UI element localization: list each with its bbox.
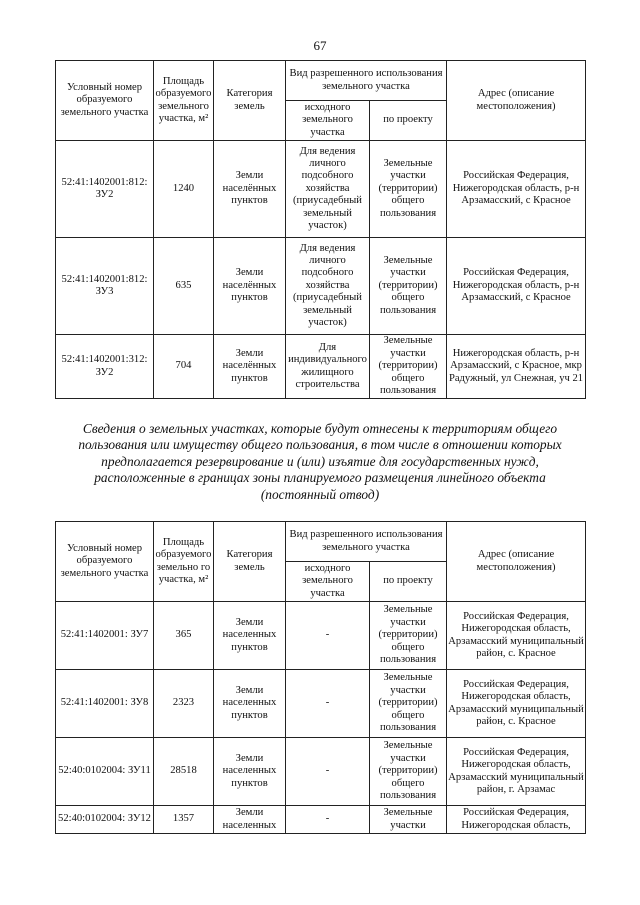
header-original-use: исходного земельного участка [286, 562, 370, 602]
cell-original-use: - [286, 738, 370, 806]
header-address: Адрес (описание местоположения) [447, 61, 586, 141]
cell-project-use: Земельные участки (территории) общего пользования [370, 738, 447, 806]
table-header-row [56, 61, 586, 101]
cell-address: Российская Федерация, Нижегородская область, р-н Арзамасский, с Красное [447, 141, 586, 238]
cell-original-use: - [286, 670, 370, 738]
cell-category: Земли населенных пунктов [214, 602, 286, 670]
header-project-use: по проекту [370, 562, 447, 602]
table-row [56, 670, 586, 738]
cell-original-use: - [286, 602, 370, 670]
header-cadastral: Условный номер образуемого земельного участка [56, 522, 154, 602]
land-plots-table-2 [55, 521, 586, 834]
cell-project-use: Земельные участки (территории) общего пользования [370, 141, 447, 238]
header-cadastral: Условный номер образуемого земельного участка [56, 61, 154, 141]
cell-address: Нижегородская область, р-н Арзамасский, с Красное, мкр Радужный, ул Снежная, уч 21 [447, 335, 586, 399]
section-caption: Сведения о земельных участках, которые будут отнесены к территориям общего пользования или имуществу общего пользования, в том числе в отношении которых предполагается резервирование и (или) изъятие для государственных нужд, расположенные в границах зоны планируемого размещения линейного объекта (постоянный отвод) [78, 421, 562, 502]
cell-original-use: Для ведения личного подсобного хозяйства (приусадебный земельный участок) [286, 238, 370, 335]
cell-area: 635 [154, 238, 214, 335]
table-row [56, 806, 586, 834]
header-category: Категория земель [214, 522, 286, 602]
header-permitted-use: Вид разрешенного использования земельного участка [286, 61, 447, 101]
cell-original-use: Для индивидуального жилищного строительства [286, 335, 370, 399]
cell-project-use: Земельные участки (территории) общего пользования [370, 670, 447, 738]
cell-id: 52:40:0102004: ЗУ12 [56, 806, 154, 834]
cell-id: 52:41:1402001: ЗУ7 [56, 602, 154, 670]
cell-area: 704 [154, 335, 214, 399]
header-project-use: по проекту [370, 101, 447, 141]
cell-original-use: Для ведения личного подсобного хозяйства (приусадебный земельный участок) [286, 141, 370, 238]
cell-project-use: Земельные участки (территории) общего пользования [370, 238, 447, 335]
cell-original-use: - [286, 806, 370, 834]
cell-id: 52:41:1402001:812: ЗУ2 [56, 141, 154, 238]
cell-address: Российская Федерация, Нижегородская область, Арзамасский муниципальный район, с. Красное [447, 670, 586, 738]
cell-category: Земли населенных [214, 806, 286, 834]
header-category: Категория земель [214, 61, 286, 141]
cell-id: 52:40:0102004: ЗУ11 [56, 738, 154, 806]
cell-area: 365 [154, 602, 214, 670]
cell-category: Земли населённых пунктов [214, 141, 286, 238]
cell-project-use: Земельные участки (территории) общего пользования [370, 602, 447, 670]
header-original-use: исходного земельного участка [286, 101, 370, 141]
table-row [56, 335, 586, 399]
table-row [56, 602, 586, 670]
cell-area: 1240 [154, 141, 214, 238]
cell-address: Российская Федерация, Нижегородская область, [447, 806, 586, 834]
cell-category: Земли населённых пунктов [214, 238, 286, 335]
page-number: 67 [313, 38, 327, 53]
cell-address: Российская Федерация, Нижегородская область, р-н Арзамасский, с Красное [447, 238, 586, 335]
header-address: Адрес (описание местоположения) [447, 522, 586, 602]
table-row [56, 141, 586, 238]
cell-address: Российская Федерация, Нижегородская область, Арзамасский муниципальный район, с. Красное [447, 602, 586, 670]
cell-id: 52:41:1402001:312: ЗУ2 [56, 335, 154, 399]
cell-project-use: Земельные участки (территории) общего пользования [370, 335, 447, 399]
cell-address: Российская Федерация, Нижегородская область, Арзамасский муниципальный район, г. Арзамас [447, 738, 586, 806]
header-area: Площадь образуемого земельного участка, м² [154, 61, 214, 141]
cell-category: Земли населенных пунктов [214, 738, 286, 806]
table-row [56, 738, 586, 806]
land-plots-table-1 [55, 60, 586, 399]
table-header-row [56, 522, 586, 562]
cell-id: 52:41:1402001:812: ЗУ3 [56, 238, 154, 335]
cell-category: Земли населенных пунктов [214, 670, 286, 738]
cell-category: Земли населённых пунктов [214, 335, 286, 399]
cell-area: 2323 [154, 670, 214, 738]
cell-project-use: Земельные участки [370, 806, 447, 834]
cell-id: 52:41:1402001: ЗУ8 [56, 670, 154, 738]
header-permitted-use: Вид разрешенного использования земельного участка [286, 522, 447, 562]
cell-area: 1357 [154, 806, 214, 834]
header-area: Площадь образуемого земельно го участка, м² [154, 522, 214, 602]
table-row [56, 238, 586, 335]
cell-area: 28518 [154, 738, 214, 806]
